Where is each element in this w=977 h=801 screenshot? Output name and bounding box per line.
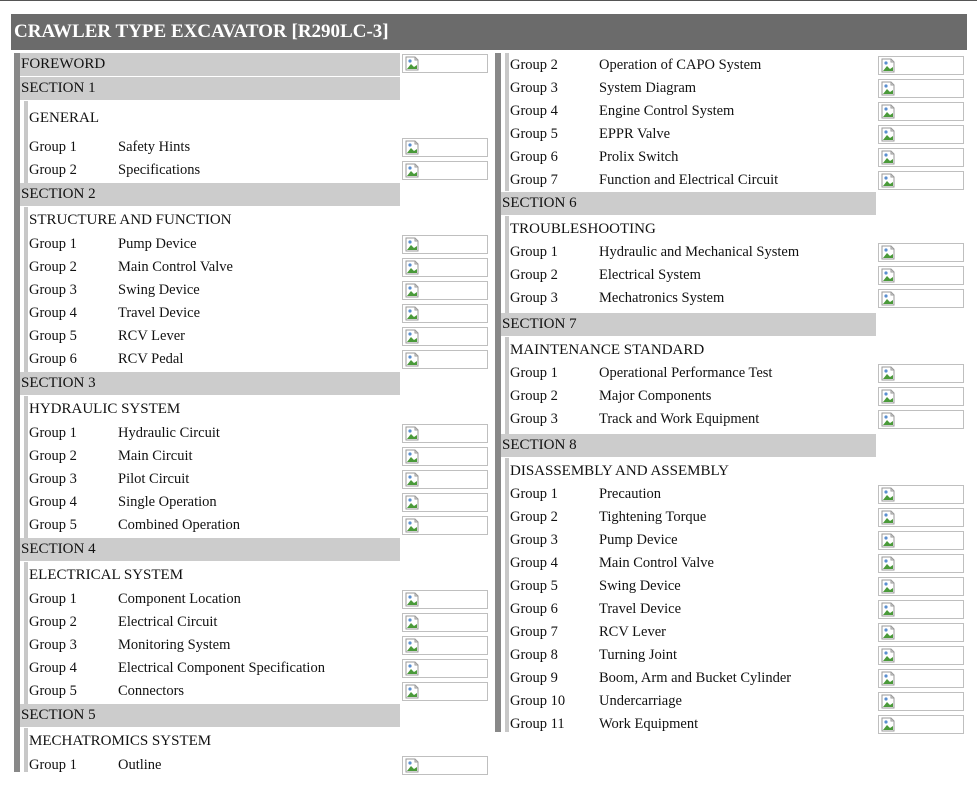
group-number: Group 2 [510,509,558,525]
broken-image-icon [405,329,420,344]
section-header: SECTION 1 [20,77,400,100]
broken-image-icon [881,366,896,381]
left-column-bar [14,53,20,772]
group-label[interactable]: Engine Control System [599,103,735,119]
image-link[interactable] [878,669,964,688]
group-number: Group 3 [29,282,77,298]
group-number: Group 1 [29,757,77,773]
group-number: Group 8 [510,647,558,663]
group-number: Group 7 [510,624,558,640]
broken-image-icon [881,533,896,548]
image-link[interactable] [878,125,964,144]
section-title: GENERAL [29,110,99,126]
section-header: SECTION 4 [20,538,400,561]
group-number: Group 2 [29,162,77,178]
list-item[interactable] [510,409,874,429]
group-number: Group 2 [29,448,77,464]
image-link[interactable] [402,659,488,678]
broken-image-icon [881,268,896,283]
left-column [14,53,490,772]
list-item[interactable] [510,124,874,144]
group-number: Group 4 [29,305,77,321]
group-number: Group 6 [29,351,77,367]
list-item[interactable] [510,553,874,573]
section-title: STRUCTURE AND FUNCTION [29,212,232,228]
group-label[interactable]: Electrical Component Specification [118,660,325,676]
image-link[interactable] [878,364,964,383]
broken-image-icon [881,291,896,306]
section-header: SECTION 6 [501,192,876,215]
group-label[interactable]: Major Components [599,388,712,404]
list-item[interactable] [510,507,874,527]
image-link[interactable] [878,79,964,98]
list-item[interactable] [510,265,874,285]
broken-image-icon [405,518,420,533]
group-label[interactable]: Tightening Torque [599,509,707,525]
group-number: Group 3 [29,471,77,487]
group-number: Group 2 [29,614,77,630]
broken-image-icon [881,625,896,640]
list-item[interactable] [29,423,398,443]
broken-image-icon [405,758,420,773]
section-header: SECTION 7 [501,313,876,336]
group-number: Group 5 [29,683,77,699]
group-label[interactable]: Precaution [599,486,662,502]
group-label[interactable]: EPPR Valve [599,126,671,142]
image-link[interactable] [878,692,964,711]
group-label[interactable]: Work Equipment [599,716,699,732]
group-label[interactable]: Main Control Valve [118,259,233,275]
list-item[interactable] [29,234,398,254]
list-item[interactable] [510,691,874,711]
list-item[interactable] [510,363,874,383]
group-number: Group 6 [510,601,558,617]
section-title: TROUBLESHOOTING [510,221,656,237]
image-link[interactable] [878,531,964,550]
broken-image-icon [405,495,420,510]
group-label[interactable]: Prolix Switch [599,149,679,165]
list-item[interactable] [29,612,398,632]
section-title: MECHATROMICS SYSTEM [29,733,212,749]
image-link[interactable] [402,235,488,254]
section-title: ELECTRICAL SYSTEM [29,567,184,583]
group-label[interactable]: Track and Work Equipment [599,411,760,427]
list-item[interactable] [510,622,874,642]
group-number: Group 2 [510,57,558,73]
top-border [0,0,977,1]
list-item[interactable] [29,326,398,346]
group-number: Group 4 [29,660,77,676]
section-bar [505,458,509,732]
image-link[interactable] [878,485,964,504]
group-number: Group 1 [510,486,558,502]
list-item[interactable] [510,484,874,504]
list-item[interactable] [29,681,398,701]
broken-image-icon [405,306,420,321]
broken-image-icon [405,638,420,653]
image-link[interactable] [878,266,964,285]
broken-image-icon [881,389,896,404]
section-header: SECTION 5 [20,704,400,727]
broken-image-icon [405,352,420,367]
image-link[interactable] [402,54,488,73]
section-bar [24,562,28,704]
group-number: Group 1 [510,365,558,381]
image-link[interactable] [402,138,488,157]
image-link[interactable] [878,646,964,665]
image-link[interactable] [878,508,964,527]
image-link[interactable] [878,577,964,596]
list-item[interactable] [510,576,874,596]
section-header: SECTION 8 [501,434,876,457]
group-number: Group 11 [510,716,565,732]
group-label[interactable]: Combined Operation [118,517,241,533]
image-link[interactable] [878,387,964,406]
image-link[interactable] [878,171,964,190]
group-number: Group 2 [510,388,558,404]
list-item[interactable] [510,288,874,308]
list-item[interactable] [510,101,874,121]
list-item[interactable] [510,386,874,406]
image-link[interactable] [402,636,488,655]
broken-image-icon [881,127,896,142]
broken-image-icon [405,426,420,441]
group-number: Group 3 [29,637,77,653]
broken-image-icon [405,472,420,487]
list-item[interactable] [29,303,398,323]
section-bar [24,101,28,183]
group-number: Group 1 [29,425,77,441]
image-link[interactable] [402,424,488,443]
image-link[interactable] [402,161,488,180]
group-number: Group 4 [510,555,558,571]
broken-image-icon [881,173,896,188]
page-title: CRAWLER TYPE EXCAVATOR [R290LC-3] [11,14,967,50]
list-item[interactable] [29,469,398,489]
image-link[interactable] [878,102,964,121]
group-label[interactable]: Mechatronics System [599,290,725,306]
broken-image-icon [881,150,896,165]
section-header: SECTION 2 [20,183,400,206]
list-item[interactable] [29,658,398,678]
list-item[interactable] [510,147,874,167]
broken-image-icon [881,104,896,119]
group-number: Group 3 [510,532,558,548]
group-label[interactable]: RCV Lever [118,328,185,344]
broken-image-icon [881,602,896,617]
group-label[interactable]: Swing Device [118,282,200,298]
broken-image-icon [405,283,420,298]
group-label[interactable]: RCV Lever [599,624,666,640]
list-item[interactable] [510,599,874,619]
group-label[interactable]: Hydraulic Circuit [118,425,220,441]
broken-image-icon [881,412,896,427]
group-label[interactable]: System Diagram [599,80,697,96]
group-label[interactable]: Operational Performance Test [599,365,773,381]
list-item[interactable] [510,714,874,734]
broken-image-icon [405,615,420,630]
image-link[interactable] [878,148,964,167]
image-link[interactable] [402,470,488,489]
image-link[interactable] [402,350,488,369]
list-item[interactable] [29,160,398,180]
list-item[interactable] [29,137,398,157]
section-title: DISASSEMBLY AND ASSEMBLY [510,463,729,479]
group-number: Group 4 [510,103,558,119]
image-link[interactable] [878,243,964,262]
broken-image-icon [881,487,896,502]
group-label[interactable]: Undercarriage [599,693,682,709]
section-bar [24,396,28,538]
section-title: HYDRAULIC SYSTEM [29,401,181,417]
group-label[interactable]: Pump Device [118,236,197,252]
list-item[interactable] [29,446,398,466]
group-label[interactable]: Monitoring System [118,637,231,653]
group-label[interactable]: Electrical System [599,267,701,283]
broken-image-icon [405,237,420,252]
group-label[interactable]: Boom, Arm and Bucket Cylinder [599,670,792,686]
group-label[interactable]: Single Operation [118,494,217,510]
list-item[interactable] [29,280,398,300]
list-item[interactable] [510,55,874,75]
right-column [495,53,966,732]
image-link[interactable] [402,590,488,609]
group-number: Group 5 [29,328,77,344]
broken-image-icon [405,260,420,275]
image-link[interactable] [878,554,964,573]
list-item[interactable] [510,645,874,665]
section-bar [505,216,509,313]
group-number: Group 1 [29,236,77,252]
broken-image-icon [881,81,896,96]
image-link[interactable] [402,258,488,277]
group-number: Group 6 [510,149,558,165]
broken-image-icon [881,245,896,260]
group-number: Group 2 [29,259,77,275]
list-item[interactable] [510,668,874,688]
broken-image-icon [405,661,420,676]
group-number: Group 5 [29,517,77,533]
image-link[interactable] [878,623,964,642]
group-number: Group 9 [510,670,558,686]
image-link[interactable] [402,516,488,535]
image-link[interactable] [878,600,964,619]
group-label[interactable]: Specifications [118,162,201,178]
image-link[interactable] [402,682,488,701]
image-link[interactable] [402,447,488,466]
image-link[interactable] [878,410,964,429]
section-bar [24,728,28,772]
broken-image-icon [881,717,896,732]
list-item[interactable] [29,492,398,512]
section-bar [505,337,509,434]
group-label[interactable]: Component Location [118,591,241,607]
group-label[interactable]: Travel Device [599,601,682,617]
group-label[interactable]: Operation of CAPO System [599,57,762,73]
group-label[interactable]: Connectors [118,683,185,699]
group-number: Group 2 [510,267,558,283]
list-item[interactable] [510,242,874,262]
group-label[interactable]: Main Control Valve [599,555,714,571]
list-item[interactable] [29,349,398,369]
section-bar [24,207,28,372]
broken-image-icon [405,684,420,699]
group-number: Group 5 [510,578,558,594]
group-label[interactable]: Main Circuit [118,448,193,464]
broken-image-icon [405,163,420,178]
group-label[interactable]: Swing Device [599,578,681,594]
group-label[interactable]: RCV Pedal [118,351,184,367]
list-item[interactable] [510,170,874,190]
list-item[interactable] [29,515,398,535]
broken-image-icon [405,140,420,155]
broken-image-icon [405,449,420,464]
group-number: Group 10 [510,693,566,709]
right-column-bar [495,53,501,732]
group-number: Group 1 [510,244,558,260]
broken-image-icon [405,592,420,607]
group-number: Group 1 [29,591,77,607]
group-number: Group 7 [510,172,558,188]
broken-image-icon [881,648,896,663]
group-label[interactable]: Electrical Circuit [118,614,218,630]
group-label[interactable]: Travel Device [118,305,201,321]
list-item[interactable] [510,530,874,550]
group-label[interactable]: Pump Device [599,532,678,548]
section-header: SECTION 3 [20,372,400,395]
image-link[interactable] [878,56,964,75]
image-link[interactable] [402,304,488,323]
image-link[interactable] [402,327,488,346]
list-item[interactable] [29,589,398,609]
image-link[interactable] [402,756,488,775]
group-number: Group 3 [510,80,558,96]
group-number: Group 3 [510,290,558,306]
group-label[interactable]: Pilot Circuit [118,471,190,487]
broken-image-icon [881,510,896,525]
broken-image-icon [881,579,896,594]
list-item[interactable] [29,635,398,655]
list-item[interactable] [29,755,398,775]
group-label[interactable]: Function and Electrical Circuit [599,172,779,188]
list-item[interactable] [29,257,398,277]
image-link[interactable] [402,281,488,300]
group-number: Group 1 [29,139,77,155]
group-label[interactable]: Safety Hints [118,139,191,155]
group-number: Group 3 [510,411,558,427]
section-header: FOREWORD [20,53,400,76]
image-link[interactable] [878,715,964,734]
broken-image-icon [881,671,896,686]
broken-image-icon [881,694,896,709]
group-number: Group 5 [510,126,558,142]
image-link[interactable] [878,289,964,308]
section-bar [505,53,509,191]
image-link[interactable] [402,613,488,632]
broken-image-icon [405,56,420,71]
image-link[interactable] [402,493,488,512]
list-item[interactable] [510,78,874,98]
section-title: MAINTENANCE STANDARD [510,342,705,358]
group-label[interactable]: Turning Joint [599,647,678,663]
group-number: Group 4 [29,494,77,510]
group-label[interactable]: Hydraulic and Mechanical System [599,244,800,260]
group-label[interactable]: Outline [118,757,162,773]
broken-image-icon [881,556,896,571]
broken-image-icon [881,58,896,73]
